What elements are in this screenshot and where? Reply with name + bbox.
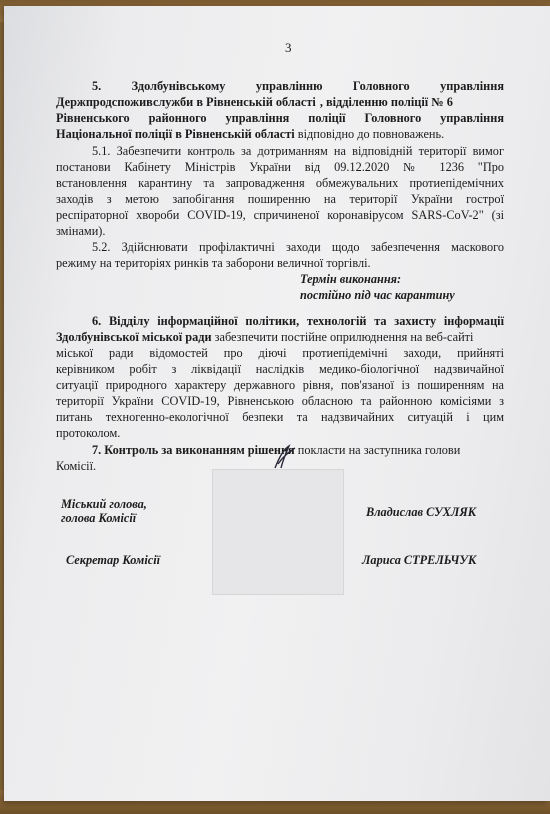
sec5-authority: відповідно до повноважень. <box>297 127 445 141</box>
sec5-national-police: Національної поліції в Рівненській області <box>56 127 295 141</box>
sec5-line-3: Рівненського районного управління поліції Головного управління <box>56 111 504 125</box>
sec6-line-2 <box>56 329 473 345</box>
mayor-name: Владислав СУХЛЯК <box>366 505 477 519</box>
sec6-line-7: питань техногенно-екологічної безпеки та надзвичайних ситуацій і цим <box>56 410 504 424</box>
mayor-title-1: Міський голова, <box>61 497 147 511</box>
p51-line-4: заходів з метою запобігання поширенню на території України гострої <box>56 192 504 206</box>
sec6-publish: забезпечити постійне оприлюднення на веб-сайті <box>214 330 474 344</box>
sec7-control: 7. Контроль за виконанням рішення <box>92 443 295 457</box>
redacted-stamp-area <box>212 469 344 595</box>
secretary-name: Лариса СТРЕЛЬЧУК <box>362 553 477 567</box>
sec6-line-5: ситуації природного характеру державного рівня, пов'язаної із поширенням на <box>56 378 504 392</box>
p51-line-5: респіраторної хвороби COVID-19, спричиненої коронавірусом SARS-CoV-2" (зі <box>56 208 504 222</box>
p51-line-6: змінами). <box>56 224 106 238</box>
document-page <box>4 6 550 801</box>
sec5-line-2 <box>56 94 504 110</box>
sec7-line-2: Комісії. <box>56 459 97 473</box>
sec6-line-8: протоколом. <box>56 426 121 440</box>
sec6-line-6: території України COVID-19, Рівненською обласною та районною комісіями з <box>56 394 504 408</box>
sec5-agency: Держпродспоживслужби в Рівненській області <box>56 95 316 109</box>
p52-line-1: 5.2. Здійснювати профілактичні заходи щодо забезпечення маскового <box>92 240 504 254</box>
p51-line-3: встановлення карантину та запровадження обмежувальних протиепідемічних <box>56 176 504 190</box>
sec7-assign: покласти на заступника голови <box>297 443 461 457</box>
sec5-line-1: 5. Здолбунівському управлінню Головного управління <box>92 79 504 93</box>
secretary-title: Секретар Комісії <box>66 553 161 567</box>
p51-line-1: 5.1. Забезпечити контроль за дотриманням на відповідній території вимог <box>92 144 504 158</box>
page-number: 3 <box>285 40 292 55</box>
sec5-line-4 <box>56 126 444 142</box>
sec6-line-4: керівником робіт з ліквідації наслідків медико-біологічної надзвичайної <box>56 362 504 376</box>
signature-mark <box>269 444 299 470</box>
term-label: Термін виконання: <box>300 272 402 286</box>
term-value: постійно під час карантину <box>300 288 455 302</box>
p51-line-2: постанови Кабінету Міністрів України від 09.12.2020 № 1236 "Про <box>56 160 504 174</box>
sec6-council: Здолбунівської міської ради <box>56 330 212 344</box>
sec6-line-1: 6. Відділу інформаційної політики, технологій та захисту інформації <box>92 314 504 328</box>
sec5-police-unit: , відділенню поліції № 6 <box>319 95 453 109</box>
p52-line-2: режиму на територіях ринків та заборони величної торгівлі. <box>56 256 371 270</box>
mayor-title-2: голова Комісії <box>61 511 137 525</box>
sec6-line-3: міської ради відомостей про діючі протиепідемічні заходи, прийняті <box>56 346 504 360</box>
